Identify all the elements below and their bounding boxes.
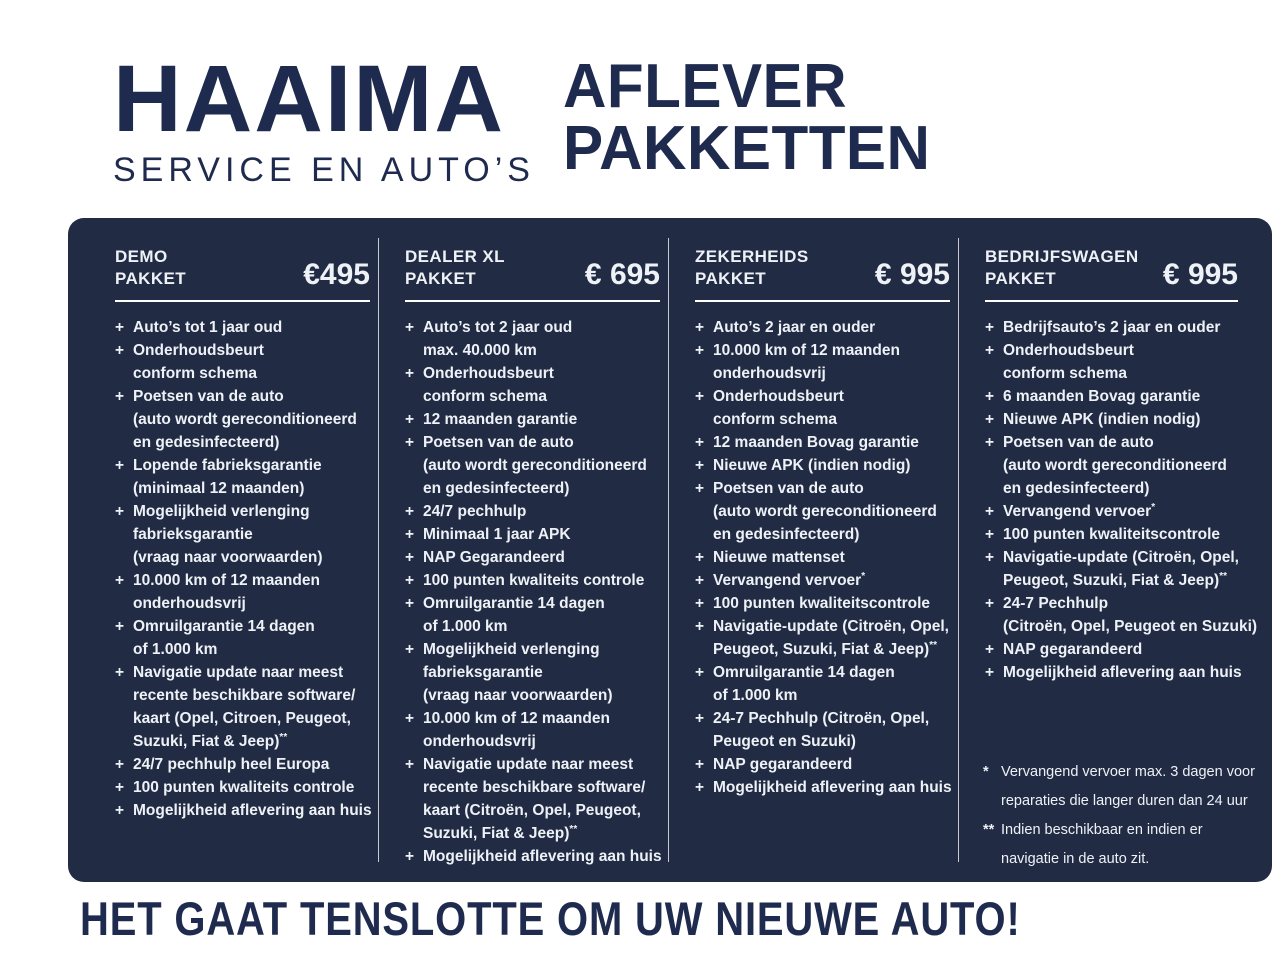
plus-icon: + (405, 640, 415, 658)
header-rule (985, 300, 1238, 302)
header-rule (115, 300, 370, 302)
package-item (405, 362, 660, 408)
package-item (985, 638, 1257, 661)
package-item (695, 615, 950, 661)
package-item (695, 661, 950, 707)
package-price: € 695 (584, 257, 660, 291)
package-item (695, 316, 950, 339)
header-rule (405, 300, 660, 302)
package-header (405, 246, 660, 290)
item-text: Poetsen van de auto (auto wordt gereconditioneerd en gedesinfecteerd) (423, 433, 647, 497)
brand-name: HAAIMA (113, 46, 505, 152)
item-text: 24-7 Pechhulp (Citroën, Opel, Peugeot en Suzuki) (713, 709, 930, 750)
package-item (695, 707, 950, 753)
plus-icon: + (695, 479, 705, 497)
header-rule (695, 300, 950, 302)
plus-icon: + (115, 778, 125, 796)
plus-icon: + (985, 318, 995, 336)
package-name (405, 246, 505, 290)
item-text: 12 maanden Bovag garantie (713, 433, 919, 451)
plus-icon: + (985, 502, 995, 520)
package-item (985, 661, 1257, 684)
item-text: Onderhoudsbeurt conform schema (713, 387, 844, 428)
plus-icon: + (695, 456, 705, 474)
item-text: Minimaal 1 jaar APK (423, 525, 571, 543)
package-item-list (115, 316, 370, 822)
item-text: Onderhoudsbeurt conform schema (423, 364, 554, 405)
package-item (985, 523, 1257, 546)
footnote-asterisk: ** (929, 639, 937, 651)
plus-icon: + (115, 341, 125, 359)
footnote-asterisk: * (861, 570, 866, 582)
package-item-list (695, 316, 950, 799)
brand-subtitle: SERVICE EN AUTO’S (113, 151, 535, 189)
item-text: 24-7 Pechhulp (Citroën, Opel, Peugeot en Suzuki) (1003, 594, 1258, 635)
package-item (695, 431, 950, 454)
item-text: 100 punten kwaliteitscontrole (713, 594, 931, 612)
plus-icon: + (405, 433, 415, 451)
asterisk-marker: ** (983, 822, 995, 838)
package-item (695, 753, 950, 776)
item-text: Nieuwe APK (indien nodig) (1003, 410, 1201, 428)
item-text: Navigatie-update (Citroën, Opel, Peugeot, Suzuki, Fiat & Jeep)** (713, 617, 949, 658)
plus-icon: + (115, 755, 125, 773)
plus-icon: + (695, 387, 705, 405)
package-name-line2: PAKKET (695, 268, 767, 288)
item-text: Mogelijkheid aflevering aan huis (713, 778, 952, 796)
plus-icon: + (695, 709, 705, 727)
plus-icon: + (115, 456, 125, 474)
item-text: Mogelijkheid aflevering aan huis (423, 847, 662, 865)
plus-icon: + (695, 548, 705, 566)
package-item (115, 776, 370, 799)
package-name-line1: DEALER XL (405, 247, 505, 266)
package-name (695, 246, 809, 290)
plus-icon: + (405, 755, 415, 773)
item-text: Auto’s tot 2 jaar oud max. 40.000 km (423, 318, 573, 359)
footnote-asterisk: ** (1219, 570, 1227, 582)
plus-icon: + (405, 548, 415, 566)
package-item (405, 569, 660, 592)
package-item (115, 615, 370, 661)
package-item (405, 431, 660, 500)
package-item (985, 431, 1257, 500)
plus-icon: + (115, 502, 125, 520)
item-text: 10.000 km of 12 maanden onderhoudsvrij (423, 709, 610, 750)
item-text: Lopende fabrieksgarantie (minimaal 12 maanden) (133, 456, 322, 497)
package-item (115, 500, 370, 569)
package-item (695, 569, 950, 592)
item-text: Auto’s 2 jaar en ouder (713, 318, 876, 336)
item-text: Navigatie-update (Citroën, Opel, Peugeot, Suzuki, Fiat & Jeep)** (1003, 548, 1239, 589)
footer-tagline: HET GAAT TENSLOTTE OM UW NIEUWE AUTO! (80, 892, 1021, 945)
package-item (695, 776, 950, 799)
package-item (695, 546, 950, 569)
item-text: Mogelijkheid aflevering aan huis (1003, 663, 1242, 681)
item-text: Onderhoudsbeurt conform schema (1003, 341, 1134, 382)
item-text: NAP Gegarandeerd (423, 548, 565, 566)
plus-icon: + (695, 663, 705, 681)
package-item (115, 454, 370, 500)
plus-icon: + (405, 410, 415, 428)
package-header (695, 246, 950, 290)
plus-icon: + (985, 341, 995, 359)
item-text: Omruilgarantie 14 dagen of 1.000 km (423, 594, 605, 635)
package-price: €495 (303, 257, 370, 291)
plus-icon: + (405, 594, 415, 612)
package-item (695, 592, 950, 615)
item-text: 100 punten kwaliteitscontrole (1003, 525, 1221, 543)
package-item (405, 592, 660, 638)
item-text: Poetsen van de auto (auto wordt gereconditioneerd en gedesinfecteerd) (133, 387, 357, 451)
package-item (985, 546, 1257, 592)
plus-icon: + (405, 318, 415, 336)
item-text: Auto’s tot 1 jaar oud (133, 318, 283, 336)
item-text: Omruilgarantie 14 dagen of 1.000 km (133, 617, 315, 658)
footnote-item (983, 816, 1263, 874)
item-text: 10.000 km of 12 maanden onderhoudsvrij (133, 571, 320, 612)
package-column-demo (115, 246, 370, 822)
package-item (985, 500, 1257, 523)
column-divider (958, 238, 959, 862)
package-item (985, 408, 1257, 431)
item-text: 24/7 pechhulp (423, 502, 527, 520)
plus-icon: + (985, 525, 995, 543)
item-text: Poetsen van de auto (auto wordt gereconditioneerd en gedesinfecteerd) (713, 479, 937, 543)
packages-panel (68, 218, 1272, 882)
item-text: 10.000 km of 12 maanden onderhoudsvrij (713, 341, 900, 382)
page-title-line1: AFLEVER (563, 52, 848, 121)
item-text: Mogelijkheid verlenging fabrieksgarantie (vraag naar voorwaarden) (133, 502, 323, 566)
package-item (695, 339, 950, 385)
package-item-list (405, 316, 660, 868)
plus-icon: + (115, 318, 125, 336)
footnote-text: Indien beschikbaar en indien er navigatie in de auto zit. (1001, 822, 1203, 867)
package-item (115, 753, 370, 776)
plus-icon: + (695, 594, 705, 612)
item-text: Poetsen van de auto (auto wordt gereconditioneerd en gedesinfecteerd) (1003, 433, 1227, 497)
footnote-item (983, 758, 1263, 816)
package-price: € 995 (1162, 257, 1238, 291)
package-item (405, 707, 660, 753)
footnote-asterisk: ** (279, 731, 288, 743)
package-item-list (985, 316, 1257, 684)
package-item (405, 500, 660, 523)
package-name-line1: DEMO (115, 247, 168, 266)
package-column-bedrijfswagen (985, 246, 1257, 684)
item-text: Vervangend vervoer* (713, 570, 866, 589)
column-divider (378, 238, 379, 862)
package-item (115, 569, 370, 615)
package-item (405, 408, 660, 431)
package-item (695, 385, 950, 431)
footnote-text: Vervangend vervoer max. 3 dagen voor reparaties die langer duren dan 24 uur (1001, 764, 1255, 809)
plus-icon: + (695, 755, 705, 773)
plus-icon: + (115, 801, 125, 819)
package-header (115, 246, 370, 290)
package-name-line2: PAKKET (985, 268, 1057, 288)
item-text: NAP gegarandeerd (713, 755, 853, 773)
column-divider (668, 238, 669, 862)
item-text: NAP gegarandeerd (1003, 640, 1143, 658)
item-text: 24/7 pechhulp heel Europa (133, 755, 330, 773)
package-name-line2: PAKKET (405, 268, 477, 288)
package-item (985, 316, 1257, 339)
plus-icon: + (985, 387, 995, 405)
package-item (405, 523, 660, 546)
package-item (985, 385, 1257, 408)
package-name-line1: ZEKERHEIDS (695, 247, 809, 266)
package-item (985, 592, 1257, 638)
item-text: Navigatie update naar meest recente beschikbare software/ kaart (Opel, Citroen, Peugeot, Suzuki, Fiat & Jeep)** (133, 663, 356, 750)
asterisk-marker: * (983, 764, 989, 780)
plus-icon: + (695, 778, 705, 796)
plus-icon: + (695, 433, 705, 451)
package-item (985, 339, 1257, 385)
plus-icon: + (985, 433, 995, 451)
footnotes (983, 758, 1263, 874)
plus-icon: + (405, 525, 415, 543)
plus-icon: + (405, 502, 415, 520)
item-text: Mogelijkheid verlenging fabrieksgarantie (vraag naar voorwaarden) (423, 640, 613, 704)
plus-icon: + (405, 847, 415, 865)
package-item (405, 638, 660, 707)
package-item (115, 661, 370, 753)
package-item (405, 753, 660, 845)
page-title (563, 52, 931, 183)
package-column-zekerheids (695, 246, 950, 799)
package-name-line2: PAKKET (115, 268, 187, 288)
plus-icon: + (115, 571, 125, 589)
item-text: Omruilgarantie 14 dagen of 1.000 km (713, 663, 895, 704)
plus-icon: + (115, 617, 125, 635)
package-header (985, 246, 1238, 290)
package-name (115, 246, 186, 290)
package-name (985, 246, 1139, 290)
package-item (695, 477, 950, 546)
package-item (115, 385, 370, 454)
package-item (405, 316, 660, 362)
plus-icon: + (985, 410, 995, 428)
package-item (115, 799, 370, 822)
package-item (115, 339, 370, 385)
package-price: € 995 (874, 257, 950, 291)
plus-icon: + (405, 571, 415, 589)
plus-icon: + (405, 709, 415, 727)
item-text: Nieuwe APK (indien nodig) (713, 456, 911, 474)
plus-icon: + (695, 341, 705, 359)
footnote-asterisk: ** (569, 823, 578, 835)
plus-icon: + (985, 594, 995, 612)
plus-icon: + (985, 640, 995, 658)
plus-icon: + (695, 571, 705, 589)
plus-icon: + (985, 548, 995, 566)
brand-logo (113, 46, 535, 190)
package-item (405, 845, 660, 868)
item-text: Bedrijfsauto’s 2 jaar en ouder (1003, 318, 1221, 336)
plus-icon: + (405, 364, 415, 382)
item-text: Mogelijkheid aflevering aan huis (133, 801, 372, 819)
package-column-dealer-xl (405, 246, 660, 868)
item-text: 100 punten kwaliteits controle (133, 778, 355, 796)
item-text: 100 punten kwaliteits controle (423, 571, 645, 589)
item-text: Navigatie update naar meest recente beschikbare software/ kaart (Citroën, Opel, Peugeot, Suzuki, Fiat & Jeep)** (423, 755, 646, 842)
plus-icon: + (695, 617, 705, 635)
item-text: Onderhoudsbeurt conform schema (133, 341, 264, 382)
item-text: Vervangend vervoer* (1003, 501, 1156, 520)
plus-icon: + (695, 318, 705, 336)
item-text: 12 maanden garantie (423, 410, 578, 428)
package-item (695, 454, 950, 477)
plus-icon: + (985, 663, 995, 681)
package-item (405, 546, 660, 569)
package-item (115, 316, 370, 339)
page-title-line2: PAKKETTEN (563, 114, 931, 183)
package-name-line1: BEDRIJFSWAGEN (985, 247, 1139, 266)
footnote-asterisk: * (1151, 501, 1156, 513)
item-text: Nieuwe mattenset (713, 548, 845, 566)
plus-icon: + (115, 387, 125, 405)
plus-icon: + (115, 663, 125, 681)
item-text: 6 maanden Bovag garantie (1003, 387, 1201, 405)
